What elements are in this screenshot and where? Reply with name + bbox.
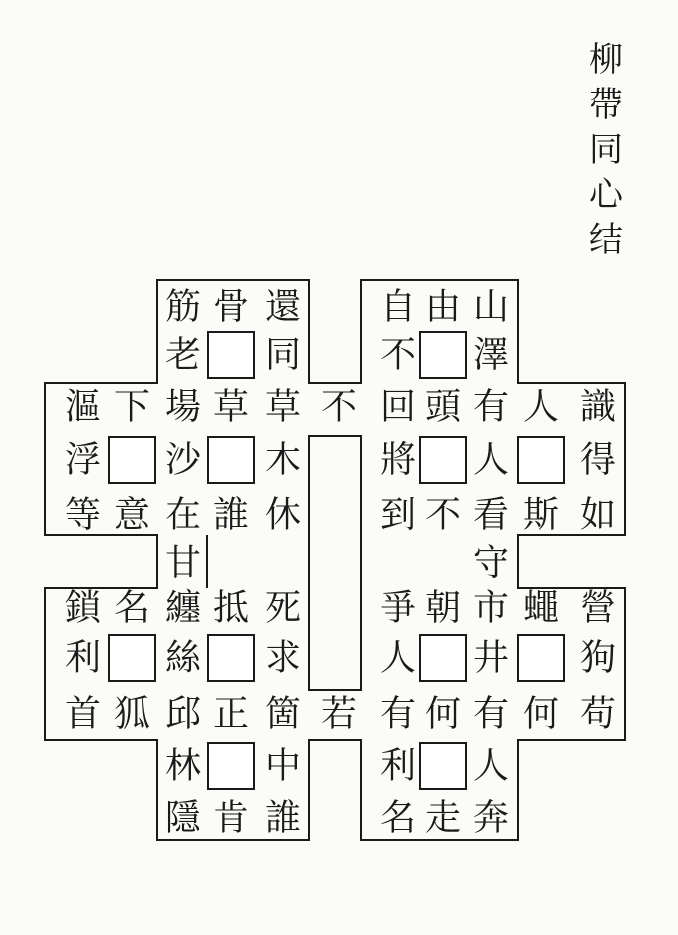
puzzle-char: 何 [424,693,462,735]
puzzle-char: 同 [264,334,302,376]
title-char: 同 [589,130,623,170]
puzzle-char: 苟 [579,693,617,735]
center-hollow [309,436,361,690]
title-char: 柳 [589,40,623,80]
title-char: 心 [589,175,623,215]
puzzle-char: 場 [164,386,202,428]
puzzle-char: 蠅 [522,587,560,629]
puzzle-char: 纏 [164,587,202,629]
puzzle-char: 自 [379,286,417,328]
blank-square [208,743,254,789]
puzzle-char: 死 [264,587,302,629]
blank-square [420,743,466,789]
puzzle-char: 若 [320,693,358,735]
puzzle-char: 回 [379,386,417,428]
blank-square [420,635,466,681]
title-char: 结 [589,220,623,260]
puzzle-char: 箇 [264,693,302,735]
title-char: 帶 [589,85,623,125]
lattice-border [45,280,625,840]
puzzle-char: 營 [579,587,617,629]
puzzle-char: 林 [164,745,202,787]
puzzle-char: 誰 [264,797,302,839]
puzzle-char: 筋 [164,286,202,328]
blank-square [208,437,254,483]
puzzle-char: 老 [164,334,202,376]
puzzle-char: 井 [472,637,510,679]
puzzle-char: 人 [522,386,560,428]
puzzle-char: 人 [379,637,417,679]
puzzle-char: 狗 [579,637,617,679]
puzzle-char: 何 [522,693,560,735]
puzzle-char: 肯 [212,797,250,839]
puzzle-char: 狐 [113,693,151,735]
puzzle-char: 不 [320,386,358,428]
puzzle-char: 名 [379,797,417,839]
puzzle-char: 抵 [212,587,250,629]
blank-square [420,437,466,483]
puzzle-char: 名 [113,587,151,629]
puzzle-char: 利 [64,637,102,679]
puzzle-char: 骨 [212,286,250,328]
blank-square [518,635,564,681]
puzzle-char: 市 [472,587,510,629]
puzzle-char: 爭 [379,587,417,629]
puzzle-char: 漚 [64,386,102,428]
puzzle-char: 絲 [164,637,202,679]
puzzle-char: 求 [264,637,302,679]
puzzle-char: 頭 [424,386,462,428]
puzzle-char: 人 [472,439,510,481]
puzzle-char: 隱 [164,797,202,839]
puzzle-char: 有 [472,693,510,735]
puzzle-outline [45,280,625,840]
puzzle-char: 正 [212,693,250,735]
puzzle-char: 下 [113,386,151,428]
puzzle-char: 木 [264,439,302,481]
puzzle-char: 有 [472,386,510,428]
puzzle-char: 鎖 [64,587,102,629]
puzzle-char: 不 [424,494,462,536]
puzzle-char: 走 [424,797,462,839]
puzzle-char: 得 [579,439,617,481]
puzzle-char: 休 [264,494,302,536]
puzzle-char: 看 [472,494,510,536]
puzzle-char: 意 [113,494,151,536]
puzzle-char: 浮 [64,439,102,481]
puzzle-char: 斯 [522,494,560,536]
puzzle-char: 有 [379,693,417,735]
puzzle-char: 守 [472,542,510,584]
blank-square [518,437,564,483]
puzzle-char: 中 [264,745,302,787]
puzzle-char: 在 [164,494,202,536]
puzzle-char: 草 [212,386,250,428]
puzzle-char: 奔 [472,797,510,839]
puzzle-char: 甘 [164,542,202,584]
blank-square [109,635,155,681]
puzzle-char: 朝 [424,587,462,629]
puzzle-char: 沙 [164,439,202,481]
blank-square [109,437,155,483]
title [589,40,625,260]
puzzle-char: 識 [579,386,617,428]
blank-square [208,332,254,378]
puzzle-char: 人 [472,745,510,787]
puzzle-char: 到 [379,494,417,536]
puzzle-char: 誰 [212,494,250,536]
puzzle-char: 還 [264,286,302,328]
puzzle-char: 等 [64,494,102,536]
puzzle-char: 將 [379,439,417,481]
puzzle-char: 首 [64,693,102,735]
puzzle-char: 山 [472,286,510,328]
blank-square [420,332,466,378]
puzzle-characters [65,287,616,839]
puzzle-char: 利 [379,745,417,787]
puzzle-char: 如 [579,494,617,536]
puzzle-char: 由 [424,286,462,328]
puzzle-char: 草 [264,386,302,428]
puzzle-char: 澤 [472,334,510,376]
blank-square [208,635,254,681]
puzzle-char: 邱 [164,693,202,735]
puzzle-char: 不 [379,334,417,376]
